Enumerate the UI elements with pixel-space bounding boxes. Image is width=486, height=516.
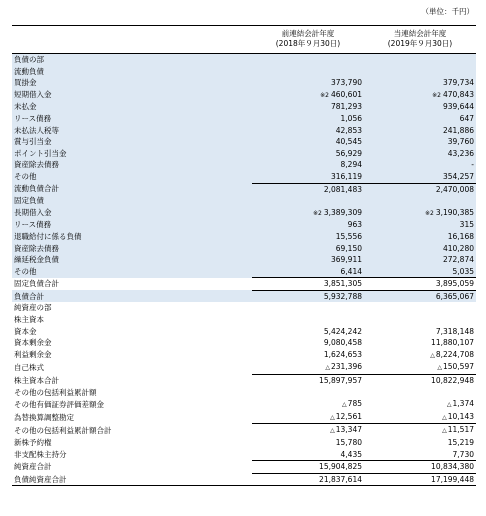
- header-label-column: [12, 26, 252, 54]
- amount-value: 10,834,380: [431, 462, 474, 472]
- amount-value: 56,929: [335, 148, 362, 158]
- amount-value: 3,895,059: [435, 279, 474, 289]
- row-value-prev: [252, 326, 364, 338]
- amount-value: 2,081,483: [323, 184, 362, 194]
- table-row: [12, 461, 476, 474]
- row-value-curr: [364, 290, 476, 302]
- amount-value: 410,280: [442, 243, 474, 253]
- note-reference: ※2: [312, 209, 322, 217]
- row-value-prev: [252, 449, 364, 461]
- header-curr-period: [364, 26, 476, 54]
- amount-value: 69,150: [335, 243, 362, 253]
- amount-value: 6,365,067: [435, 291, 474, 301]
- amount-value: 369,911: [330, 255, 362, 265]
- row-label: 固定負債合計: [14, 279, 59, 289]
- table-row: [12, 159, 476, 171]
- negative-mark: △: [430, 351, 435, 359]
- negative-mark: △: [442, 413, 447, 421]
- row-label: 利益剰余金: [14, 350, 52, 360]
- row-value-prev: [252, 314, 364, 326]
- row-value-curr: [364, 231, 476, 243]
- row-label: 非支配株主持分: [14, 449, 67, 459]
- amount-value: 373,790: [330, 78, 362, 88]
- row-value-prev: [252, 125, 364, 137]
- row-value-prev: [252, 266, 364, 278]
- amount-value: 963: [347, 220, 362, 230]
- amount-value: 17,199,448: [431, 474, 474, 484]
- row-label: 買掛金: [12, 77, 252, 89]
- table-row: [12, 54, 476, 66]
- table-row: [12, 66, 476, 78]
- table-row: [12, 375, 476, 387]
- amount-value: 8,294: [340, 160, 362, 170]
- row-value-prev: [252, 387, 364, 399]
- row-value-prev: [252, 159, 364, 171]
- row-value-prev: [252, 77, 364, 89]
- note-reference: ※2: [432, 91, 441, 99]
- row-value-curr: [364, 171, 476, 183]
- amount-value: 15,904,825: [319, 462, 362, 472]
- amount-value: 15,219: [447, 438, 474, 447]
- note-reference: ※2: [424, 209, 434, 217]
- negative-mark: △: [442, 427, 447, 435]
- row-label: その他の包括利益累計額合計: [14, 425, 112, 435]
- row-value-curr: [364, 66, 476, 78]
- row-value-curr: [364, 278, 476, 291]
- amount-value: 21,837,614: [319, 474, 362, 484]
- row-value-curr: [364, 337, 476, 349]
- amount-value: -: [471, 160, 474, 170]
- amount-value: 379,734: [442, 78, 474, 88]
- row-value-curr: [364, 207, 476, 220]
- row-value-curr: [364, 136, 476, 148]
- row-label: 負債合計: [12, 290, 252, 302]
- row-value-prev: [252, 101, 364, 113]
- table-row: [12, 337, 476, 349]
- row-value-curr: [364, 183, 476, 195]
- row-value-curr: [364, 302, 476, 314]
- amount-value: 354,257: [442, 171, 474, 181]
- row-value-prev: [252, 148, 364, 160]
- table-row: [12, 437, 476, 449]
- row-label: リース債務: [12, 113, 252, 125]
- amount-value: 15,897,957: [319, 376, 362, 386]
- row-value-curr: [364, 266, 476, 278]
- amount-value: 15,780: [335, 438, 362, 447]
- row-value-prev: [252, 219, 364, 231]
- row-value-prev: [252, 278, 364, 291]
- table-row: [12, 449, 476, 461]
- row-value-prev: [252, 337, 364, 349]
- row-value-curr: [364, 125, 476, 137]
- row-label: その他の包括利益累計額: [14, 387, 97, 397]
- row-value-curr: [364, 461, 476, 474]
- amount-value: 315: [459, 220, 474, 230]
- table-row: [12, 266, 476, 278]
- amount-value: 39,760: [447, 137, 474, 147]
- row-label: 株主資本合計: [14, 375, 59, 385]
- row-label: 流動負債: [12, 66, 252, 78]
- row-value-prev: [252, 461, 364, 474]
- row-value-prev: [252, 302, 364, 314]
- row-value-curr: [364, 195, 476, 207]
- amount-value: 272,874: [442, 255, 474, 265]
- row-value-prev: [252, 424, 364, 437]
- row-label: 未払金: [12, 101, 252, 113]
- table-row: [12, 243, 476, 255]
- negative-mark: △: [325, 364, 330, 372]
- amount-value: 40,545: [335, 137, 362, 147]
- header-prev-period-date: (2018年９月30日): [275, 39, 341, 48]
- header-prev-period: [252, 26, 364, 54]
- amount-value: 5,424,242: [323, 326, 362, 336]
- row-value-prev: [252, 231, 364, 243]
- row-label: その他: [12, 266, 252, 278]
- amount-value: 150,597: [442, 362, 474, 372]
- row-label: 株主資本: [14, 315, 44, 325]
- row-value-curr: [364, 349, 476, 362]
- row-value-curr: [364, 411, 476, 424]
- row-label: 繰延税金負債: [12, 254, 252, 266]
- amount-value: 785: [347, 399, 362, 409]
- negative-mark: △: [342, 401, 347, 409]
- table-row: [12, 326, 476, 338]
- table-row: [12, 113, 476, 125]
- table-row: [12, 148, 476, 160]
- table-row: [12, 195, 476, 207]
- row-value-prev: [252, 195, 364, 207]
- row-label: 賞与引当金: [12, 136, 252, 148]
- row-value-curr: [364, 361, 476, 374]
- amount-value: 6,414: [340, 266, 362, 276]
- amount-value: 11,880,107: [431, 338, 474, 348]
- row-value-curr: [364, 449, 476, 461]
- amount-value: 470,843: [442, 89, 474, 99]
- amount-value: 1,624,653: [323, 350, 362, 360]
- header-curr-period-name: 当連結会計年度: [393, 29, 447, 38]
- row-value-prev: [252, 290, 364, 302]
- row-value-curr: [364, 101, 476, 113]
- table-header-row: [12, 26, 476, 54]
- row-label: 負債純資産合計: [12, 473, 252, 486]
- row-label: ポイント引当金: [12, 148, 252, 160]
- table-row: [12, 207, 476, 220]
- row-value-curr: [364, 473, 476, 486]
- amount-value: 12,561: [335, 411, 362, 421]
- negative-mark: △: [330, 427, 335, 435]
- row-label: 短期借入金: [12, 89, 252, 102]
- table-row: [12, 183, 476, 195]
- row-value-prev: [252, 207, 364, 220]
- negative-mark: △: [446, 401, 452, 409]
- negative-mark: △: [330, 413, 335, 421]
- row-value-prev: [252, 437, 364, 449]
- row-label: 負債の部: [12, 54, 252, 66]
- amount-value: 5,035: [452, 266, 474, 276]
- row-value-prev: [252, 254, 364, 266]
- note-reference: ※2: [320, 91, 329, 99]
- row-value-curr: [364, 243, 476, 255]
- row-label: 資産除去債務: [12, 243, 252, 255]
- row-label: 資本金: [14, 326, 37, 336]
- table-row: [12, 254, 476, 266]
- amount-value: 316,119: [330, 171, 362, 181]
- row-value-curr: [364, 159, 476, 171]
- amount-value: 13,347: [335, 425, 362, 435]
- row-label: 流動負債合計: [12, 183, 252, 195]
- table-row: [12, 473, 476, 486]
- table-row: [12, 219, 476, 231]
- amount-value: 939,644: [442, 102, 474, 112]
- row-label: 為替換算調整勘定: [14, 412, 74, 422]
- row-label: リース債務: [12, 219, 252, 231]
- row-value-curr: [364, 424, 476, 437]
- amount-value: 781,293: [330, 102, 362, 112]
- row-value-prev: [252, 183, 364, 195]
- row-label: その他有価証券評価差額金: [14, 399, 104, 409]
- row-value-prev: [252, 113, 364, 125]
- balance-sheet-table: [12, 25, 476, 486]
- row-label: 新株予約権: [14, 438, 52, 447]
- amount-value: 43,236: [447, 148, 474, 158]
- amount-value: 3,190,385: [435, 207, 474, 217]
- row-value-curr: [364, 77, 476, 89]
- unit-label: （単位：千円）: [421, 7, 474, 16]
- row-value-prev: [252, 411, 364, 424]
- row-value-prev: [252, 89, 364, 102]
- row-label: 純資産合計: [14, 462, 52, 472]
- row-label: 自己株式: [14, 363, 44, 373]
- row-label: 固定負債: [12, 195, 252, 207]
- row-value-curr: [364, 398, 476, 411]
- amount-value: 231,396: [330, 362, 362, 372]
- row-value-prev: [252, 136, 364, 148]
- amount-value: 15,556: [335, 231, 362, 241]
- amount-value: 1,056: [340, 113, 362, 123]
- amount-value: 42,853: [335, 125, 362, 135]
- row-value-curr: [364, 387, 476, 399]
- amount-value: 10,143: [447, 411, 474, 421]
- amount-value: 4,435: [340, 449, 362, 459]
- table-row: [12, 136, 476, 148]
- amount-value: 647: [459, 113, 474, 123]
- row-value-curr: [364, 219, 476, 231]
- header-prev-period-name: 前連結会計年度: [281, 29, 335, 38]
- row-label: 資本剰余金: [14, 338, 52, 348]
- row-value-prev: [252, 243, 364, 255]
- amount-value: 16,168: [447, 231, 474, 241]
- table-row: [12, 89, 476, 102]
- row-value-prev: [252, 66, 364, 78]
- amount-value: 5,932,788: [323, 291, 362, 301]
- table-row: [12, 398, 476, 411]
- table-row: [12, 349, 476, 362]
- amount-value: 2,470,008: [435, 184, 474, 194]
- table-row: [12, 101, 476, 113]
- table-row: [12, 125, 476, 137]
- table-row: [12, 231, 476, 243]
- header-curr-period-date: (2019年９月30日): [387, 39, 453, 48]
- row-value-curr: [364, 375, 476, 387]
- negative-mark: △: [437, 364, 442, 372]
- amount-value: 10,822,948: [431, 376, 474, 386]
- row-value-prev: [252, 54, 364, 66]
- row-value-prev: [252, 398, 364, 411]
- row-value-curr: [364, 113, 476, 125]
- table-row: [12, 290, 476, 302]
- row-value-prev: [252, 349, 364, 362]
- table-row: [12, 387, 476, 399]
- table-row: [12, 411, 476, 424]
- row-label: 長期借入金: [12, 207, 252, 220]
- amount-value: 460,601: [330, 89, 362, 99]
- amount-value: 11,517: [447, 425, 474, 435]
- table-row: [12, 314, 476, 326]
- row-value-curr: [364, 54, 476, 66]
- table-row: [12, 278, 476, 291]
- row-value-curr: [364, 314, 476, 326]
- table-row: [12, 77, 476, 89]
- table-row: [12, 302, 476, 314]
- row-value-prev: [252, 361, 364, 374]
- amount-value: 8,224,708: [435, 349, 474, 359]
- row-value-curr: [364, 148, 476, 160]
- amount-value: 9,080,458: [323, 338, 362, 348]
- amount-value: 1,374: [452, 399, 474, 409]
- amount-value: 7,730: [452, 449, 474, 459]
- row-label: 未払法人税等: [12, 125, 252, 137]
- row-label: その他: [12, 171, 252, 183]
- row-label: 純資産の部: [14, 303, 52, 313]
- table-body: [12, 54, 476, 486]
- table-row: [12, 424, 476, 437]
- row-label: 退職給付に係る負債: [12, 231, 252, 243]
- amount-value: 241,886: [442, 125, 474, 135]
- row-value-curr: [364, 89, 476, 102]
- row-label: 資産除去債務: [12, 159, 252, 171]
- row-value-curr: [364, 437, 476, 449]
- row-value-curr: [364, 326, 476, 338]
- amount-value: 3,389,309: [323, 207, 362, 217]
- row-value-prev: [252, 473, 364, 486]
- table-row: [12, 171, 476, 183]
- row-value-curr: [364, 254, 476, 266]
- amount-value: 3,851,305: [323, 279, 362, 289]
- row-value-prev: [252, 171, 364, 183]
- table-row: [12, 361, 476, 374]
- amount-value: 7,318,148: [435, 326, 474, 336]
- row-value-prev: [252, 375, 364, 387]
